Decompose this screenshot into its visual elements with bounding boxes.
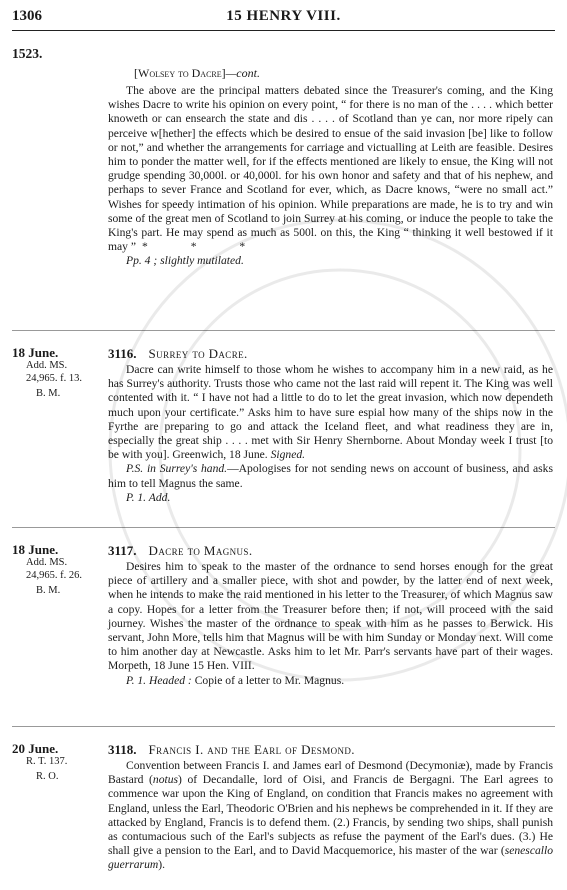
entry-ref: Add. MS.: [26, 360, 68, 371]
entry-title: Francis I. and the Earl of Desmond.: [148, 742, 355, 757]
letter-body: [108, 84, 553, 269]
entry-ref: R. T. 137.: [26, 756, 68, 767]
entry-body-3116: [108, 363, 553, 505]
entry-repository: B. M.: [36, 585, 61, 596]
entry-title: Dacre to Magnus.: [148, 543, 253, 558]
entry-ref: Add. MS.: [26, 557, 68, 568]
entry-heading-3116: [108, 346, 553, 362]
entry-number: 3116.: [108, 346, 137, 361]
continuation-suffix: —cont.: [225, 66, 260, 80]
entry-text: Convention between Francis I. and James earl of Desmond (Decymoniæ), made by Francis Bastard (notus) of Decandalle, lord of Oisi, and Francis de Bergagni. The Earl agrees to commence war upon the King of England, on condition that Francis makes no agreement with England, unless the Earl, Theodoric O'Brien and his nephews be comprehended in it. If they are attacked by England, Francis is to defend them. (2.) Francis, by sending two ships, shall punish as contumacious such of the Earl's subjects as refuse the payment of the Earl's dues. (3.) He shall give a pension to the Earl, and to David Macquemorice, his master of the war (senescallo guerrarum).: [108, 759, 553, 872]
entry-ref-folio: 24,965. f. 13.: [26, 373, 82, 384]
entry-date: 20 June.: [12, 741, 59, 756]
running-title: 15 HENRY VIII.: [226, 8, 341, 24]
entry-postscript: P.S. in Surrey's hand.—Apologises for not sending news on account of business, and asks him to tell Magnus the same.: [108, 462, 553, 490]
page-number: 1306: [12, 8, 42, 24]
entry-note: P. 1. Add.: [126, 490, 171, 504]
section-divider: [12, 527, 555, 528]
omission-stars: * * *: [142, 240, 266, 254]
entry-body-3118: [108, 759, 553, 873]
entry-text: Dacre can write himself to those whom he wishes to accompany him in a new raid, as he has Surrey's authority. Trusts those who came not the last raid will repent it. The King was well contented with it. “ I have not had a little to do to let the great invasion, which now dependeth much upon your certificate.” Asks him to have sure espial how many of the ships now in the Fyrthe are preparing to go and attack the Iceland fleet, and what readiness they are in, especially the great ship . . . . met with Sir Henry Shernborne. About Monday week I trust [to be with you]. Greenwich, 18 June. Signed.: [108, 363, 553, 462]
entry-margin-3118: [12, 742, 102, 783]
header-rule: [12, 30, 555, 31]
entry-body-3117: [108, 560, 553, 688]
letter-paragraph: The above are the principal matters debated since the Treasurer's coming, and the King wishes Dacre to write his opinion on every point, “ for there is no man of the . . . . which better knoweth or can ensearch the state and dis . . . . of Scotland than ye can, nor more ripely can perceive w[hether] the effects which be desired to ensue of the said invasion [be] like to follow or not,” and whether the arrangements for carriage and victualling at Leith are feasible. Desires him to ponder the matter well, for if the effects mentioned are likely to ensue, the King will not grudge spending 30,000l. or 40,000l. for his own honor and safety and that of his nephew, and perhaps to sever France and Scotland for ever, which, as Dacre knows, “were no small act.” Wishes for speedy intimation of his opinion. While preparations are made, he is to try and win some of the great men of Scotland to join Surrey at his coming, or induce the people to take the King's part. He may spend as much as 500l. on this, the King “ thinking it well bestowed if it may ” * * *: [108, 84, 553, 254]
section-divider: [12, 330, 555, 331]
year-label: 1523.: [12, 46, 43, 61]
entry-heading-3117: [108, 543, 553, 559]
continuation-prefix: [Wolsey to Dacre]: [134, 66, 226, 80]
section-divider: [12, 726, 555, 727]
letter-note: Pp. 4 ; slightly mutilated.: [126, 254, 244, 268]
entry-repository: B. M.: [36, 388, 61, 399]
entry-heading-3118: [108, 742, 553, 758]
continuation-heading: [134, 66, 260, 81]
entry-margin-3116: [12, 346, 102, 400]
entry-number: 3118.: [108, 742, 137, 757]
entry-ref-folio: 24,965. f. 26.: [26, 570, 82, 581]
entry-margin-3117: [12, 543, 102, 597]
entry-note: P. 1. Headed : Copie of a letter to Mr. Magnus.: [126, 673, 345, 687]
entry-repository: R. O.: [36, 771, 59, 782]
entry-number: 3117.: [108, 543, 137, 558]
entry-date: 18 June.: [12, 345, 59, 360]
entry-date: 18 June.: [12, 542, 59, 557]
entry-title: Surrey to Dacre.: [148, 346, 248, 361]
entry-text: Desires him to speak to the master of the ordnance to send horses enough for the great piece of artillery and a smaller piece, with shot and powder, by the latter end of next week, when he intends to make the raid mentioned in his letter to the Treasurer, of which Magnus saw a copy. Hopes for a letter from the Treasurer before then; if not, will proceed with the said journey. Wishes the master of the ordnance to speak with him as he passes to Berwick. His servant, John More, tells him that Magnus will be with him Sunday or Monday next. Will come to him another day at Newcastle. Asks him to let Mr. Parr's servants have part of their wages. Morpeth, 18 June 15 Hen. VIII.: [108, 560, 553, 673]
